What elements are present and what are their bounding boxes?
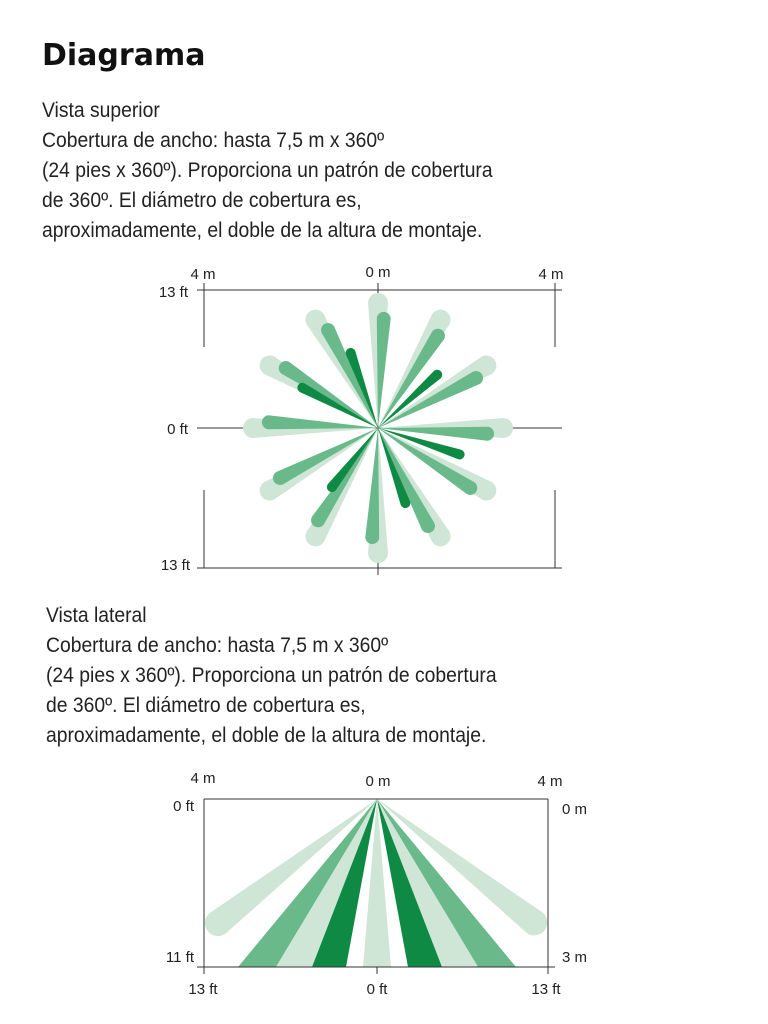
side-label-0ft: 0 ft [173, 798, 194, 815]
side-label-4m-right: 4 m [537, 773, 563, 790]
side-view-line-2: (24 pies x 360º). Proporciona un patrón de cobertura [46, 664, 497, 687]
top-view-line-3: de 360º. El diámetro de cobertura es, [42, 189, 362, 212]
top-view-line-1: Cobertura de ancho: hasta 7,5 m x 360º [42, 129, 385, 152]
side-view-line-3: de 360º. El diámetro de cobertura es, [46, 694, 366, 717]
side-view-description [46, 601, 497, 751]
top-view-line-2: (24 pies x 360º). Proporciona un patrón de cobertura [42, 159, 493, 182]
top-label-13ft-lower: 13 ft [160, 557, 190, 574]
side-view-line-4: aproximadamente, el doble de la altura de montaje. [46, 724, 487, 747]
side-label-0ft-bottom: 0 ft [366, 981, 388, 998]
top-label-4m-left: 4 m [190, 266, 216, 283]
top-label-0m: 0 m [365, 264, 391, 281]
side-view-diagram [0, 760, 768, 1010]
top-beam-dark [327, 428, 378, 492]
top-label-4m-right: 4 m [538, 266, 564, 283]
side-label-13ft-right: 13 ft [531, 981, 561, 998]
side-label-0m-right: 0 m [562, 801, 588, 818]
side-label-11ft: 11 ft [165, 949, 194, 966]
top-label-13ft-upper: 13 ft [158, 284, 188, 301]
top-view-line-4: aproximadamente, el doble de la altura de montaje. [42, 219, 483, 242]
top-view-beams [243, 293, 513, 563]
side-label-3m: 3 m [562, 949, 588, 966]
side-label-0m: 0 m [365, 773, 391, 790]
top-view-description [42, 96, 493, 246]
side-view-title: Vista lateral [46, 604, 147, 627]
top-label-0ft: 0 ft [167, 421, 188, 438]
section-heading: Diagrama [42, 38, 206, 73]
side-view-line-1: Cobertura de ancho: hasta 7,5 m x 360º [46, 634, 389, 657]
top-view-title: Vista superior [42, 99, 160, 122]
side-label-4m-left: 4 m [190, 770, 216, 787]
top-view-diagram [0, 255, 768, 575]
side-label-13ft-left: 13 ft [188, 981, 218, 998]
side-view-beams [205, 799, 547, 967]
